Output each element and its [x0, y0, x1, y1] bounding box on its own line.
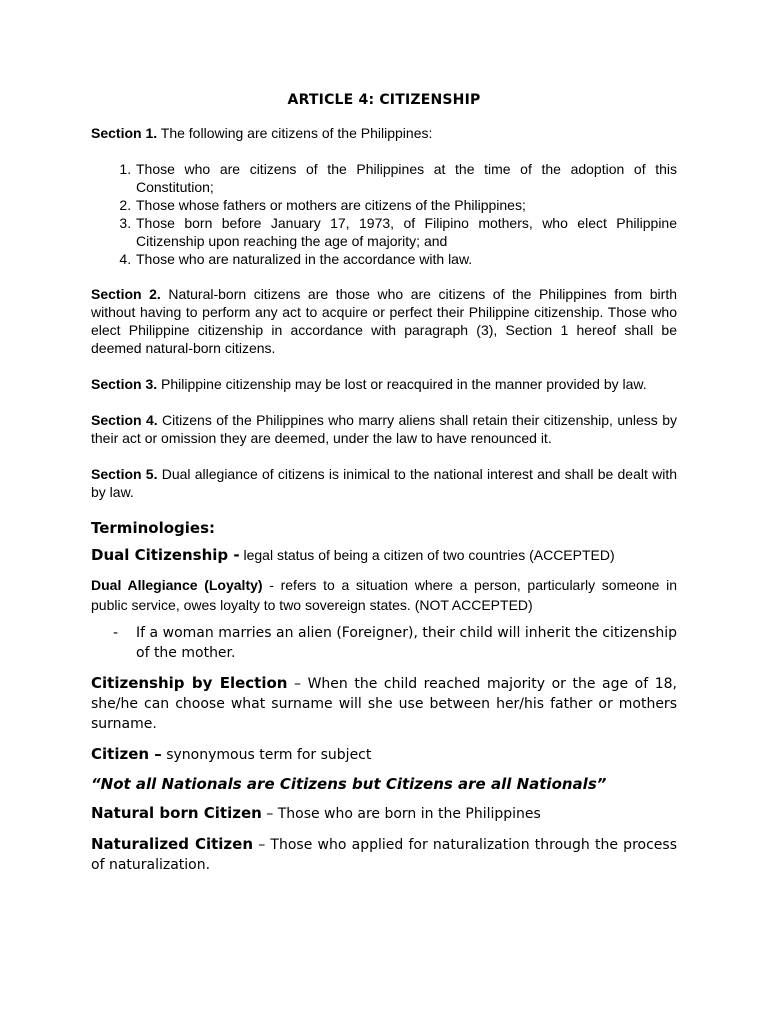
section-2 [91, 285, 677, 357]
document-page [91, 92, 677, 885]
section-2-text: Natural-born citizens are those who are citizens of the Philippines from birth without having to perform any act to acquire or perfect their Philippine citizenship. Those who elect Philippine citizenship in accordance with paragraph (3), Section 1 hereof shall be deemed natural-born citizens. [91, 286, 677, 356]
term-citizenship-by-election [91, 673, 677, 734]
nationals-quote: “Not all Nationals are Citizens but Citizens are all Nationals” [91, 775, 607, 793]
term-citizenship-by-election-text: – When the child reached majority or the age of 18, she/he can choose what surname will she use between her/his father or mothers surname. [91, 676, 677, 732]
dash-item-text: If a woman marries an alien (Foreigner), their child will inherit the citizenship of the mother. [136, 625, 677, 661]
section-4-label: Section 4. [91, 412, 158, 428]
section-2-label: Section 2. [91, 286, 161, 302]
page-title: ARTICLE 4: CITIZENSHIP [287, 92, 481, 108]
section-5-text: Dual allegiance of citizens is inimical to the national interest and shall be dealt with by law. [91, 466, 677, 500]
term-dual-allegiance-text: - refers to a situation where a person, particularly someone in public service, owes loyalty to two sovereign states. (NOT ACCEPTED) [91, 577, 677, 613]
term-citizen-label: Citizen – [91, 745, 162, 763]
dash-list [91, 623, 677, 663]
term-dual-allegiance [91, 575, 677, 615]
list-item: 3. Those born before January 17, 1973, of Filipino mothers, who elect Philippine Citizenship upon reaching the age of majority; and [135, 214, 677, 250]
term-naturalized-citizen-label: Naturalized Citizen [91, 835, 253, 853]
section-3-text: Philippine citizenship may be lost or reacquired in the manner provided by law. [157, 376, 647, 392]
term-natural-born-citizen-label: Natural born Citizen [91, 804, 262, 822]
list-item: 2. Those whose fathers or mothers are citizens of the Philippines; [135, 196, 677, 214]
section-1-text: The following are citizens of the Philippines: [157, 125, 433, 141]
citizens-list [91, 160, 677, 268]
terminologies-heading: Terminologies: [91, 519, 215, 537]
term-dual-citizenship-text: legal status of being a citizen of two countries (ACCEPTED) [239, 547, 615, 563]
section-4 [91, 411, 677, 447]
term-citizen-text: synonymous term for subject [161, 747, 372, 763]
section-3-label: Section 3. [91, 376, 158, 392]
term-citizenship-by-election-label: Citizenship by Election [91, 674, 288, 692]
section-4-text: Citizens of the Philippines who marry aliens shall retain their citizenship, unless by their act or omission they are deemed, under the law to have renounced it. [91, 412, 677, 446]
term-natural-born-citizen-text: – Those who are born in the Philippines [261, 806, 541, 822]
term-dual-allegiance-label: Dual Allegiance (Loyalty) [91, 577, 263, 593]
list-item [91, 623, 677, 663]
section-1-label: Section 1. [91, 125, 158, 141]
term-dual-citizenship [91, 546, 677, 565]
list-item: 4. Those who are naturalized in the accordance with law. [135, 250, 677, 268]
term-naturalized-citizen-text: – Those who applied for naturalization through the process of naturalization. [91, 837, 677, 873]
dash-bullet: - [113, 625, 119, 641]
list-item: 1. Those who are citizens of the Philippines at the time of the adoption of this Constitution; [135, 160, 677, 196]
section-3 [91, 375, 677, 393]
term-dual-citizenship-label: Dual Citizenship - [91, 546, 240, 564]
term-natural-born-citizen [91, 803, 677, 824]
section-5 [91, 465, 677, 501]
section-1-intro [91, 124, 677, 142]
section-5-label: Section 5. [91, 466, 158, 482]
term-citizen [91, 744, 677, 765]
term-naturalized-citizen [91, 834, 677, 875]
